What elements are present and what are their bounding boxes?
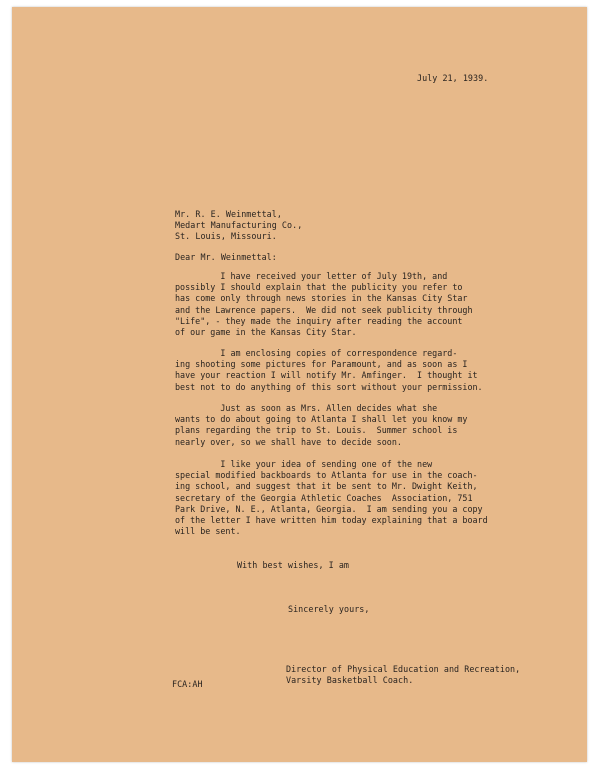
- paragraph-line: has come only through news stories in the Kansas City Star: [175, 293, 468, 304]
- paragraph-line: of our game in the Kansas City Star.: [175, 327, 357, 338]
- paragraph-line: special modified backboards to Atlanta for use in the coach-: [175, 470, 478, 481]
- paragraph-line: and the Lawrence papers. We did not seek publicity through: [175, 304, 473, 315]
- inside-address-line-3: St. Louis, Missouri.: [175, 231, 277, 241]
- paragraph-line: Just as soon as Mrs. Allen decides what she: [175, 403, 438, 413]
- paragraph-line: possibly I should explain that the publicity you refer to: [175, 282, 463, 293]
- paragraph-line: I have received your letter of July 19th, and: [175, 271, 448, 281]
- letter-page: [12, 7, 587, 762]
- reference-initials: FCA:AH: [172, 679, 203, 689]
- paragraph-line: have your reaction I will notify Mr. Amfinger. I thought it: [175, 370, 478, 381]
- complimentary-close: Sincerely yours,: [288, 604, 370, 614]
- paragraph-line: ing shooting some pictures for Paramount, and as soon as I: [175, 359, 468, 370]
- paragraph-line: will be sent.: [175, 526, 241, 537]
- paragraph-line: secretary of the Georgia Athletic Coaches Association, 751: [175, 492, 473, 503]
- closing-line: With best wishes, I am: [237, 560, 350, 570]
- salutation: Dear Mr. Weinmettal:: [175, 252, 277, 262]
- paragraph-line: best not to do anything of this sort without your permission.: [175, 381, 483, 392]
- body-paragraph-4: [175, 459, 488, 537]
- paragraph-line: nearly over, so we shall have to decide soon.: [175, 436, 402, 447]
- paragraph-line: of the letter I have written him today explaining that a board: [175, 515, 488, 526]
- inside-address-line-1: Mr. R. E. Weinmettal,: [175, 209, 282, 219]
- body-paragraph-3: [175, 403, 467, 448]
- body-paragraph-2: [175, 348, 483, 393]
- paragraph-line: "Life", - they made the inquiry after reading the account: [175, 315, 463, 326]
- paragraph-line: I like your idea of sending one of the new: [175, 459, 433, 469]
- inside-address-line-2: Medart Manufacturing Co.,: [175, 220, 303, 230]
- paragraph-line: Park Drive, N. E., Atlanta, Georgia. I am sending you a copy: [175, 503, 483, 514]
- signature-title-line-1: Director of Physical Education and Recreation,: [286, 664, 521, 674]
- body-paragraph-1: [175, 271, 473, 338]
- paragraph-line: I am enclosing copies of correspondence regard-: [175, 348, 458, 358]
- paragraph-line: wants to do about going to Atlanta I shall let you know my: [175, 414, 468, 425]
- paragraph-line: ing school, and suggest that it be sent to Mr. Dwight Keith,: [175, 481, 478, 492]
- paragraph-line: plans regarding the trip to St. Louis. Summer school is: [175, 425, 458, 436]
- letter-date: July 21, 1939.: [417, 73, 489, 83]
- signature-title-line-2: Varsity Basketball Coach.: [286, 675, 414, 685]
